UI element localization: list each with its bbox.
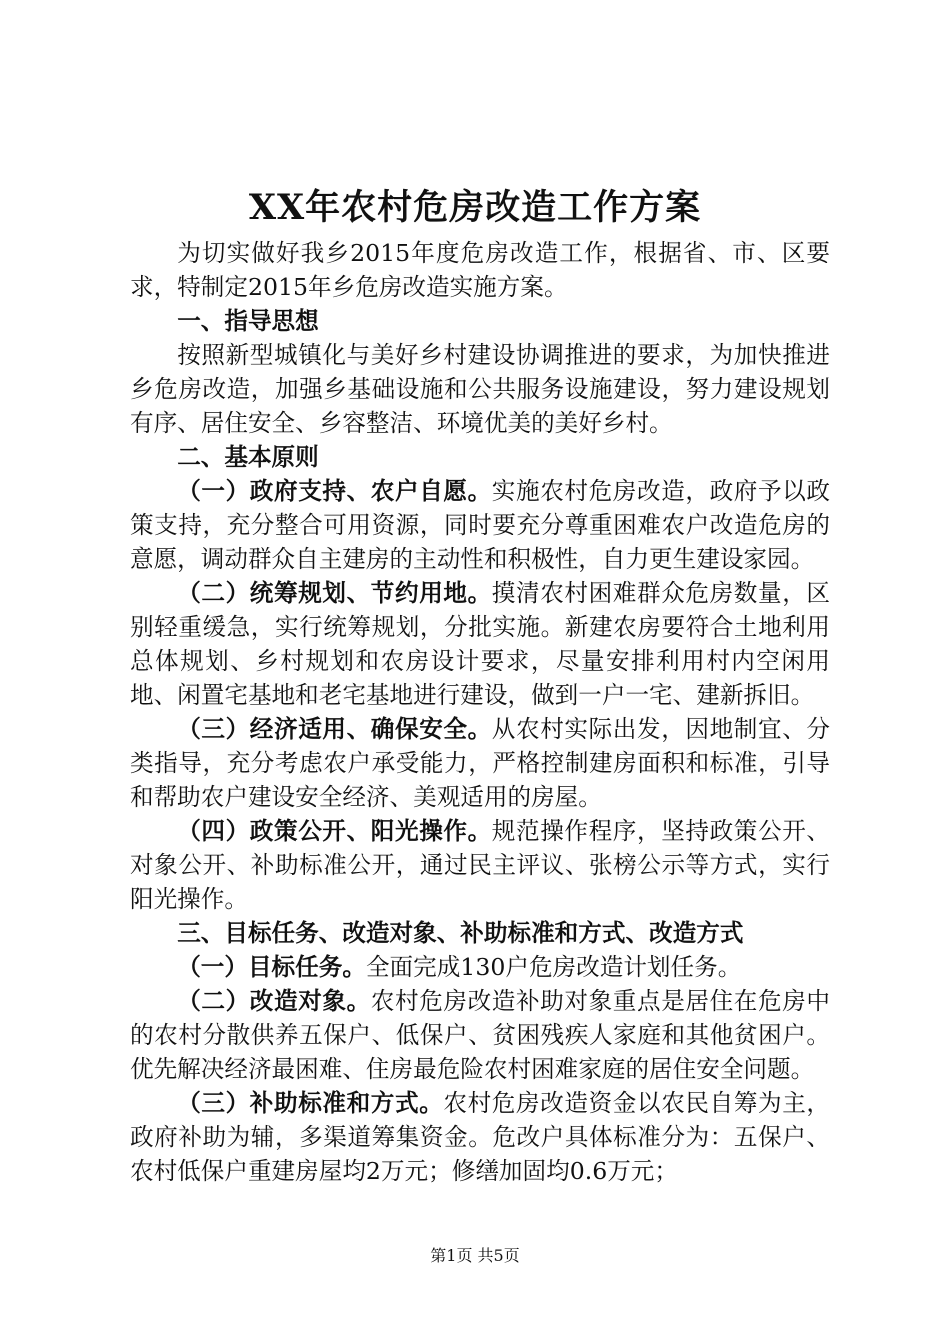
principle-text: 规范操作程序，坚持政策公开、对象公开、补助标准公开，通过民主评议、张榜公示等方式，实行阳光操作。 [130,817,830,913]
principle-text: 实施农村危房改造，政府予以政策支持，充分整合可用资源，同时要充分尊重困难农户改造危房的意愿，调动群众自主建房的主动性和积极性，自力更生建设家园。 [130,477,830,573]
target-paragraph [130,984,830,1086]
section-heading-guiding-ideas: 一、指导思想 [177,307,319,335]
section-heading-basic-principles: 二、基本原则 [177,443,319,471]
section-heading-targets: 三、目标任务、改造对象、补助标准和方式、改造方式 [177,919,744,947]
principle-paragraph [130,474,830,576]
target-text: 农村危房改造资金以农民自筹为主，政府补助为辅，多渠道筹集资金。危改户具体标准分为：五保户、农村低保户重建房屋均2万元；修缮加固均0.6万元； [130,1089,831,1185]
target-lead: （三）补助标准和方式。 [177,1089,444,1117]
target-paragraph [130,1086,830,1188]
document-body [130,236,830,1188]
intro-paragraph: 为切实做好我乡2015年度危房改造工作，根据省、市、区要求，特制定2015年乡危房改造实施方案。 [130,239,830,301]
principle-paragraph [130,814,830,916]
principle-lead: （三）经济适用、确保安全。 [177,715,492,743]
principle-paragraph [130,576,830,712]
document-title: XX年农村危房改造工作方案 [248,187,702,228]
principle-lead: （一）政府支持、农户自愿。 [177,477,492,505]
target-lead: （一）目标任务。 [177,953,366,981]
principle-paragraph [130,712,830,814]
page-number-footer: 第1页 共5页 [430,1246,520,1265]
target-lead: （二）改造对象。 [177,987,371,1015]
target-paragraph [130,950,830,984]
principle-lead: （二）统筹规划、节约用地。 [177,579,492,607]
principle-text: 从农村实际出发，因地制宜、分类指导，充分考虑农户承受能力，严格控制建房面积和标准，引导和帮助农户建设安全经济、美观适用的房屋。 [130,715,830,811]
principle-lead: （四）政策公开、阳光操作。 [177,817,492,845]
guiding-ideas-paragraph: 按照新型城镇化与美好乡村建设协调推进的要求，为加快推进乡危房改造，加强乡基础设施和公共服务设施建设，努力建设规划有序、居住安全、乡容整洁、环境优美的美好乡村。 [130,341,830,437]
target-text: 农村危房改造补助对象重点是居住在危房中的农村分散供养五保户、低保户、贫困残疾人家庭和其他贫困户。优先解决经济最困难、住房最危险农村困难家庭的居住安全问题。 [130,987,831,1083]
target-text: 全面完成130户危房改造计划任务。 [365,953,742,981]
principle-text: 摸清农村困难群众危房数量，区别轻重缓急，实行统筹规划，分批实施。新建农房要符合土地利用总体规划、乡村规划和农房设计要求，尽量安排利用村内空闲用地、闲置宅基地和老宅基地进行建设，做到一户一宅、建新拆旧。 [130,579,830,709]
